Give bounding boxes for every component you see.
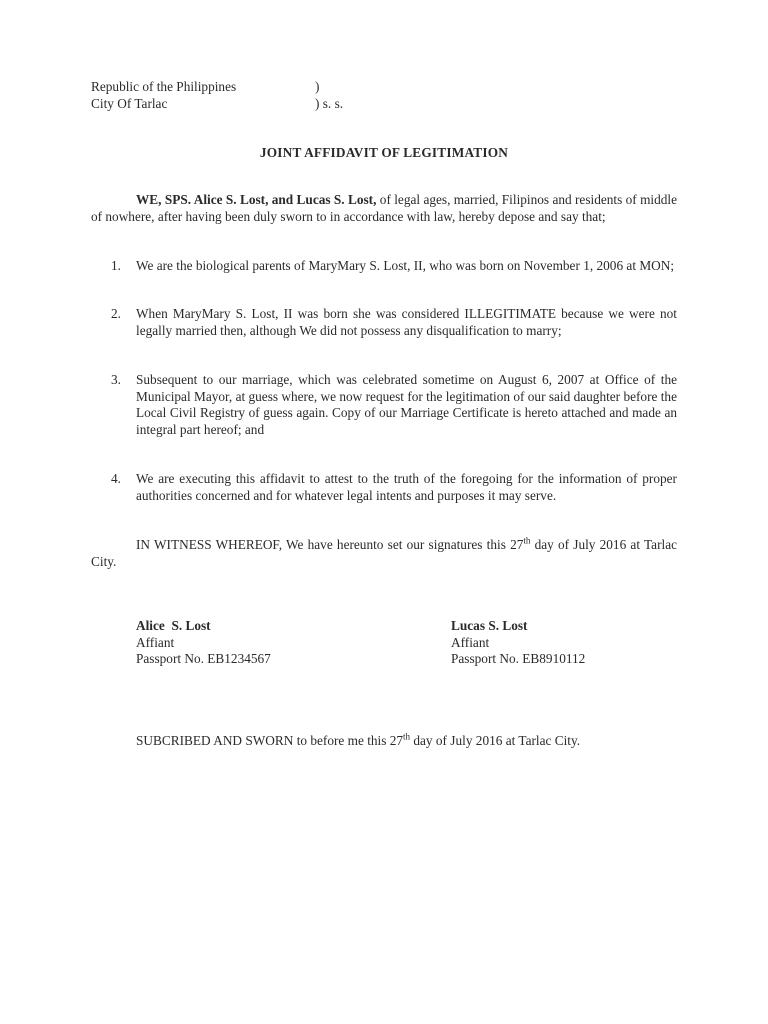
caption-row-city (91, 95, 344, 113)
signature-block-lucas (451, 618, 711, 668)
affiants-names: WE, SPS. Alice S. Lost, and Lucas S. Lost, (136, 192, 377, 207)
affiant-role: Affiant (136, 634, 175, 650)
jurat-paragraph (91, 733, 677, 750)
list-text: When MaryMary S. Lost, II was born she was considered ILLEGITIMATE because we were not legally married then, although We did not possess any disqualification to marry; (136, 306, 677, 338)
intro-paragraph (91, 192, 677, 225)
caption-row-republic (91, 79, 320, 96)
jurat-text-end: day of July 2016 at Tarlac City. (410, 733, 581, 748)
list-number: 1. (111, 258, 121, 273)
affiant-passport: Passport No. EB8910112 (451, 651, 586, 666)
signature-block-alice (136, 618, 396, 668)
list-number: 2. (111, 306, 121, 321)
list-text: We are executing this affidavit to attest to the truth of the foregoing for the information of proper authorities concerned and for whatever legal intents and purposes it may serve. (136, 471, 677, 503)
affiant-name: Alice S. Lost (136, 618, 211, 633)
document-title: JOINT AFFIDAVIT OF LEGITIMATION (259, 145, 509, 160)
witness-ordinal: th (523, 535, 531, 546)
list-text: We are the biological parents of MaryMary S. Lost, II, who was born on November 1, 2006 at MON; (136, 258, 675, 273)
affiant-role: Affiant (451, 634, 490, 650)
venue-caption (91, 79, 344, 112)
witness-text: IN WITNESS WHEREOF, We have hereunto set our signatures this 27 (136, 537, 524, 552)
witness-paragraph (91, 537, 677, 570)
list-number: 4. (111, 471, 121, 486)
list-text: Subsequent to our marriage, which was celebrated sometime on August 6, 2007 at Office of the Municipal Mayor, at guess where, we now request for the legitimation of our said daughter before the Local Civil Registry of guess again. Copy of our Marriage Certificate is hereto attached and made an integral part hereof; and (136, 372, 677, 437)
caption-paren-1: ) (315, 79, 320, 94)
intro-text: of legal ages, married, Filipinos and residents of middle of nowhere, after having been duly sworn to in accordance with law, hereby depose and say that; (91, 192, 677, 224)
jurat-text: SUBCRIBED AND SWORN to before me this 27 (136, 733, 404, 748)
caption-republic: Republic of the Philippines (91, 79, 237, 94)
caption-city: City Of Tarlac (91, 95, 168, 111)
jurat-ordinal: th (403, 731, 411, 742)
affiant-name: Lucas S. Lost (451, 618, 528, 633)
caption-ss: ) s. s. (315, 95, 344, 111)
affiant-passport: Passport No. EB1234567 (136, 651, 271, 666)
list-number: 3. (111, 372, 121, 387)
witness-text-end: day of July 2016 at Tarlac City. (91, 537, 677, 569)
